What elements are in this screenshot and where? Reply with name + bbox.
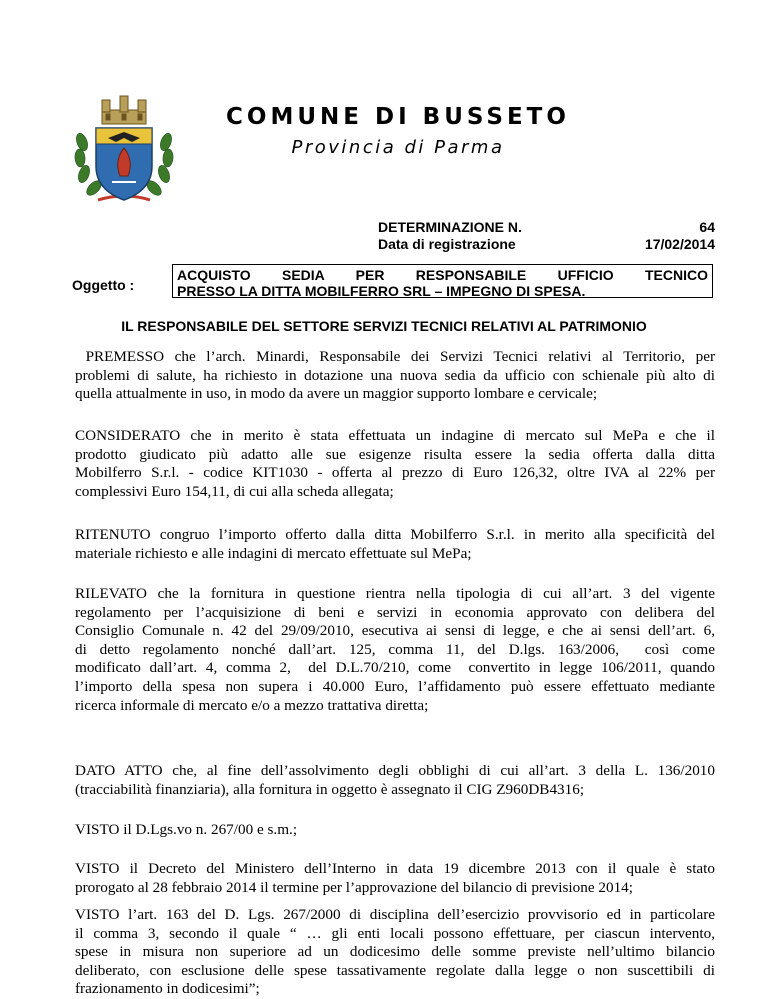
paragraph-line: complessivi Euro 154,11, di cui alla scheda allegata;	[75, 482, 394, 500]
determination-label: DETERMINAZIONE N.	[378, 219, 522, 235]
paragraph-line: DATO ATTO che, al fine dell’assolvimento degli obblighi di cui all’art. 3 della L. 136/2010	[75, 762, 715, 779]
paragraph-line: RITENUTO congruo l’importo offerto dalla ditta Mobilferro S.r.l. in merito alla specificità del	[75, 526, 715, 543]
paragraph-visto-art163	[75, 906, 715, 999]
paragraph-line: materiale richiesto e alle indagini di mercato effettuate sul MePa;	[75, 544, 472, 562]
paragraph-line: VISTO l’art. 163 del D. Lgs. 267/2000 di disciplina dell’esercizio provvisorio ed in particolare	[75, 906, 715, 923]
paragraph-line: quella attualmente in uso, in modo da avere un maggior supporto lombare e cervicale;	[75, 385, 598, 403]
paragraph-line: problemi di salute, ha richiesto in dotazione una nuova sedia da ufficio con schienale più alto di	[75, 366, 715, 384]
paragraph-line: modificato dall’art. 4, comma 2, del D.L.70/210, come convertito in legge 106/2011, quando	[75, 659, 715, 677]
paragraph-premesso	[75, 348, 715, 404]
paragraph-line: RILEVATO che la fornitura in questione rientra nella tipologia di cui all’art. 3 del vigente	[75, 585, 715, 602]
coat-of-arms-icon	[68, 92, 180, 210]
municipality-title: COMUNE DI BUSSETO	[226, 104, 570, 130]
paragraph-line: regolamento per l’acquisizione di beni e servizi in economia approvato con delibera del	[75, 603, 715, 621]
subject-line: PRESSO LA DITTA MOBILFERRO SRL – IMPEGNO DI SPESA.	[177, 283, 586, 299]
paragraph-line: deliberato, con esclusione delle spese tassativamente regolate dalla legge o non suscettibili di	[75, 961, 715, 979]
province-subtitle: Provincia di Parma	[291, 137, 505, 158]
paragraph-line: frazionamento in dodicesimi”;	[75, 980, 260, 998]
paragraph-line: spese in misura non superiore ad un dodicesimo delle somme previste nell’ultimo bilancio	[75, 943, 715, 961]
section-title: IL RESPONSABILE DEL SETTORE SERVIZI TECNICI RELATIVI AL PATRIMONIO	[121, 318, 647, 334]
registration-label: Data di registrazione	[378, 236, 516, 252]
subject-label: Oggetto :	[72, 277, 135, 293]
subject-line: ACQUISTO SEDIA PER RESPONSABILE UFFICIO TECNICO	[177, 267, 708, 283]
paragraph-line: il comma 3, secondo il quale “ … gli enti locali possono effettuare, per ciascun intervento,	[75, 924, 715, 942]
paragraph-line: Consiglio Comunale n. 42 del 29/09/2010, esecutiva ai sensi di legge, e che ai sensi dell’art. 6,	[75, 622, 715, 640]
paragraph-line: (tracciabilità finanziaria), alla fornitura in oggetto è assegnato il CIG Z960DB4316;	[75, 780, 585, 798]
paragraph-line: ricerca informale di mercato e/o a mezzo trattativa diretta;	[75, 696, 429, 714]
paragraph-rilevato	[75, 585, 715, 715]
paragraph-ritenuto	[75, 526, 715, 563]
subject-box	[172, 264, 713, 298]
paragraph-visto-dlgs	[75, 821, 715, 840]
paragraph-line: di detto regolamento nonché dall’art. 125, comma 11, del D.lgs. 163/2006, così come	[75, 640, 715, 658]
paragraph-line: prorogato al 28 febbraio 2014 il termine per l’approvazione del bilancio di previsione 2014;	[75, 878, 633, 896]
paragraph-considerato	[75, 427, 715, 501]
paragraph-line: VISTO il D.Lgs.vo n. 267/00 e s.m.;	[75, 821, 298, 838]
paragraph-line: VISTO il Decreto del Ministero dell’Interno in data 19 dicembre 2013 con il quale è stato	[75, 860, 715, 877]
paragraph-line: PREMESSO che l’arch. Minardi, Responsabile dei Servizi Tecnici relativi al Territorio, per	[75, 348, 715, 365]
registration-date: 17/02/2014	[644, 236, 715, 252]
paragraph-line: CONSIDERATO che in merito è stata effettuata un indagine di mercato sul MePa e che il	[75, 427, 715, 444]
paragraph-visto-decreto	[75, 860, 715, 897]
paragraph-line: prodotto giudicato più adatto alle sue esigenze risulta essere la sedia offerta dalla ditta	[75, 445, 715, 463]
paragraph-line: Mobilferro S.r.l. - codice KIT1030 - offerta al prezzo di Euro 126,32, oltre IVA al 22% per	[75, 464, 715, 482]
determination-number: 64	[699, 219, 715, 235]
paragraph-line: l’importo della spesa non supera i 40.000 Euro, l’affidamento può essere effettuato mediante	[75, 677, 715, 695]
paragraph-dato-atto	[75, 762, 715, 799]
